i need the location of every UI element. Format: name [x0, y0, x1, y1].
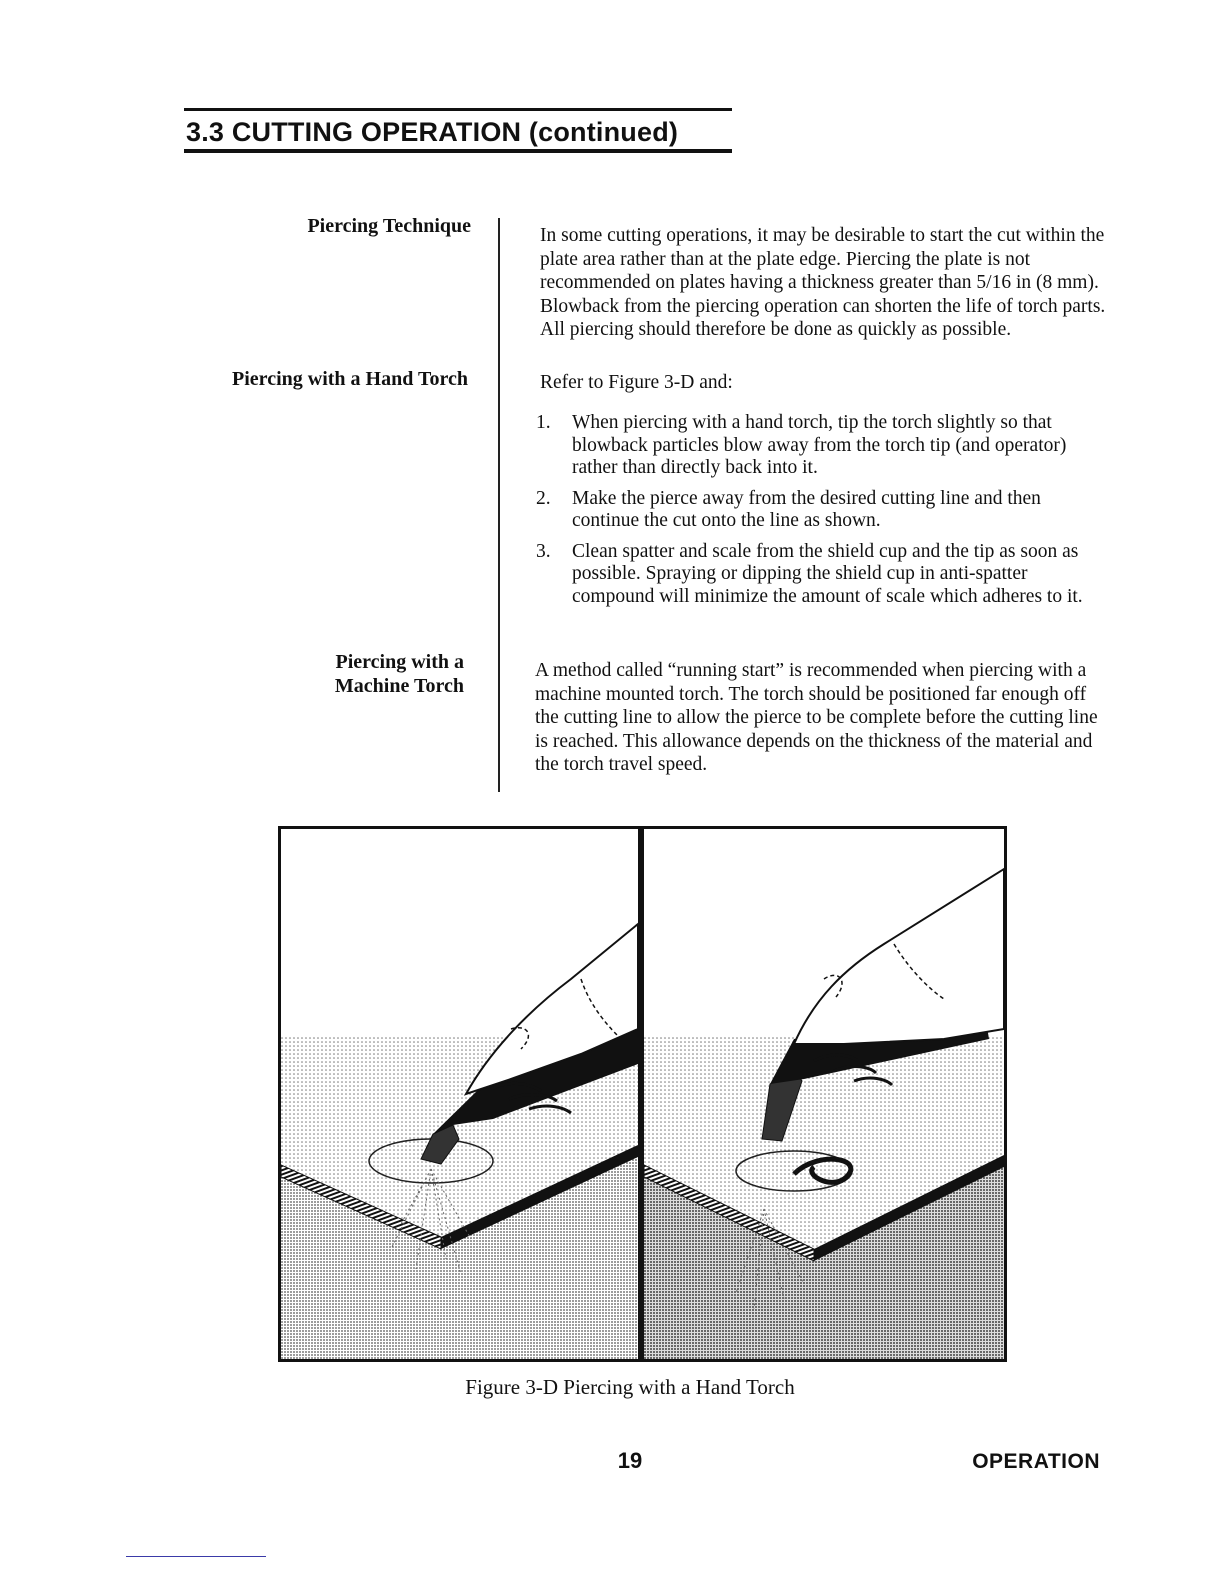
list-item — [536, 541, 1110, 609]
step-number: 2. — [536, 487, 551, 509]
column-divider — [498, 218, 500, 792]
footer-section-label: OPERATION — [972, 1450, 1100, 1473]
step-number: 3. — [536, 540, 551, 562]
heading-piercing-hand-torch: Piercing with a Hand Torch — [232, 368, 468, 390]
figure-caption: Figure 3-D Piercing with a Hand Torch — [465, 1375, 795, 1399]
refer-paragraph: Refer to Figure 3-D and: — [540, 372, 733, 393]
step-text: Clean spatter and scale from the shield cup and the tip as soon as possible. Spraying or dipping the shield cup in anti-spatter compound will minimize the amount of scale which adheres to it. — [572, 540, 1083, 607]
figure-panel-left — [278, 826, 641, 1362]
steps-list — [536, 412, 1110, 616]
hand-torch-pierce-illustration — [281, 829, 638, 1359]
machine-torch-paragraph: A method called “running start” is recommended when piercing with a machine mounted torch. The torch should be positioned far enough off the cutting line to allow the pierce to be complete before the cutting line is reached. This allowance depends on the thickness of the material and the torch travel speed. — [535, 660, 1098, 776]
page-number: 19 — [617, 1448, 643, 1473]
list-item — [536, 412, 1110, 480]
heading-piercing-machine-torch — [250, 650, 464, 698]
figure-panel-right — [641, 826, 1007, 1362]
step-text: Make the pierce away from the desired cutting line and then continue the cut onto the line as shown. — [572, 487, 1041, 531]
heading-machine-line2: Machine Torch — [334, 675, 464, 697]
list-item — [536, 488, 1110, 533]
intro-paragraph: In some cutting operations, it may be desirable to start the cut within the plate area rather than at the plate edge. Piercing the plate is not recommended on plates having a thickness greater than 5/16 in (8 mm). Blowback from the piercing operation can shorten the life of torch parts. All piercing should therefore be done as quickly as possible. — [540, 225, 1106, 341]
heading-piercing-technique: Piercing Technique — [307, 215, 471, 237]
step-text: When piercing with a hand torch, tip the torch slightly so that blowback particles blow away from the torch tip (and operator) rather than directly back into it. — [572, 412, 1067, 478]
heading-machine-line1: Piercing with a — [335, 651, 464, 673]
corner-rule — [126, 1556, 266, 1557]
hand-torch-running-cut-illustration — [644, 829, 1004, 1359]
section-title: 3.3 CUTTING OPERATION (continued) — [184, 108, 732, 153]
step-number: 1. — [536, 412, 551, 433]
